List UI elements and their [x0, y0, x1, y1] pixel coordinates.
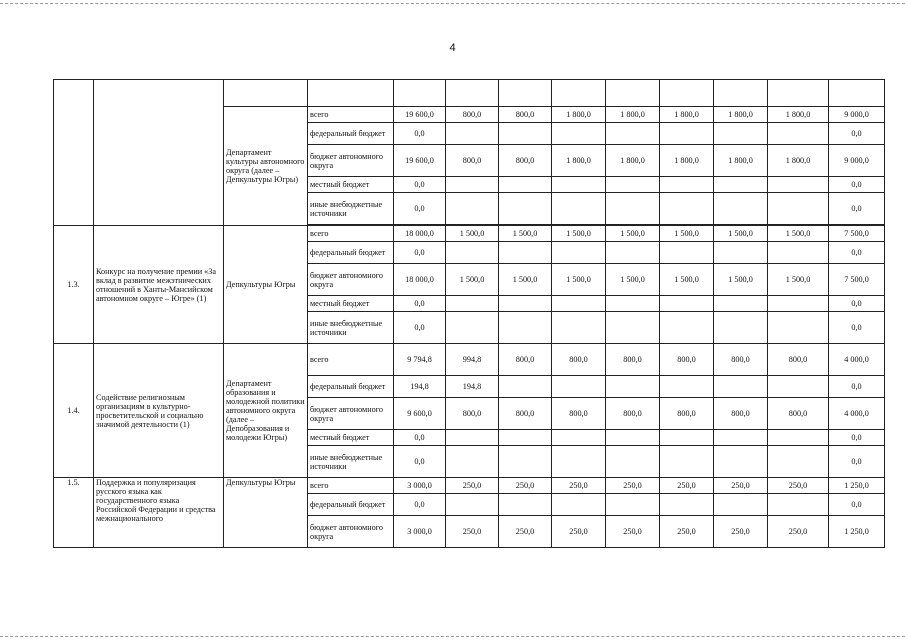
row-number: 1.3. [54, 226, 94, 344]
table-row: 1.3. Конкурс на получение премии «За вклад в развитие межэтнических отношений в Ханты-Мансийском автономном округе – Югре» (1) Депкультуры Югры всего 18 000,0 1 500,0 1 500,0 1 500,0 1 500,0 1 500,0 1 500,0 1 500,0 7 500,0 [54, 226, 885, 242]
table-row: местный бюджет 0,0 0,0 [54, 430, 885, 446]
table-row: иные внебюджетные источники 0,0 0,0 [54, 193, 885, 225]
table-row: 1.5. Поддержка и популяризация русского языка как государственного языка Российской Федерации и средства межнационального Депкультуры Югры всего 3 000,0 250,0 250,0 250,0 250,0 250,0 250,0 250,0 1 250,0 [54, 478, 885, 494]
row-number: 1.5. [54, 478, 94, 548]
event-name: Конкурс на получение премии «За вклад в развитие межэтнических отношений в Ханты-Мансийском автономном округе – Югре» (1) [94, 226, 224, 344]
table-row: бюджет автономного округа 3 000,0 250,0 250,0 250,0 250,0 250,0 250,0 250,0 1 250,0 [54, 516, 885, 548]
event-name: Поддержка и популяризация русского языка как государственного языка Российской Федерации и средства межнационального [94, 478, 224, 548]
responsible-cell: Департамент образования и молодежной политики автономного округа (далее – Депобразования и молодежи Югры) [224, 344, 308, 478]
source-district: бюджет автономного округа [308, 145, 394, 177]
budget-table [53, 79, 885, 548]
source-federal: федеральный бюджет [308, 123, 394, 145]
table-row: бюджет автономного округа 9 600,0 800,0 800,0 800,0 800,0 800,0 800,0 800,0 4 000,0 [54, 398, 885, 430]
scan-edge-top [0, 3, 905, 4]
source-other: иные внебюджетные источники [308, 193, 394, 225]
table-row: федеральный бюджет 194,8 194,8 0,0 [54, 376, 885, 398]
table-row: федеральный бюджет 0,0 0,0 [54, 123, 885, 145]
row-number: 1.4. [54, 344, 94, 478]
table-row: бюджет автономного округа 18 000,0 1 500,0 1 500,0 1 500,0 1 500,0 1 500,0 1 500,0 1 500,0 7 500,0 [54, 264, 885, 296]
table-row: федеральный бюджет 0,0 0,0 [54, 494, 885, 516]
no-cell [54, 80, 94, 226]
source-local: местный бюджет [308, 177, 394, 193]
responsible-cell: Депкультуры Югры [224, 478, 308, 548]
event-name: Содействие религиозным организациям в культурно-просветительской и социально значимой деятельности (1) [94, 344, 224, 478]
scan-edge-bottom [0, 636, 905, 637]
table-row: федеральный бюджет 0,0 0,0 [54, 242, 885, 264]
table-row: Департамент культуры автономного округа (далее – Депкультуры Югры) всего 19 600,0 800,0 800,0 1 800,0 1 800,0 1 800,0 1 800,0 1 800,0 9 000,0 [54, 107, 885, 123]
table-row: иные внебюджетные источники 0,0 0,0 [54, 312, 885, 344]
table-row: 1.4. Содействие религиозным организациям в культурно-просветительской и социально значимой деятельности (1) Департамент образования и молодежной политики автономного округа (далее – Депобразования и молодежи Югры) всего 9 794,8 994,8 800,0 800,0 800,0 800,0 800,0 800,0 4 000,0 [54, 344, 885, 376]
table-row: местный бюджет 0,0 0,0 [54, 177, 885, 193]
page-number: 4 [449, 42, 456, 54]
table-row: бюджет автономного округа 19 600,0 800,0 800,0 1 800,0 1 800,0 1 800,0 1 800,0 1 800,0 9 000,0 [54, 145, 885, 177]
responsible-cell: Департамент культуры автономного округа (далее – Депкультуры Югры) [224, 107, 308, 226]
responsible-cell: Депкультуры Югры [224, 226, 308, 344]
table-row: иные внебюджетные источники 0,0 0,0 [54, 446, 885, 478]
table-row [54, 80, 885, 107]
name-cell [94, 80, 224, 226]
table-row: местный бюджет 0,0 0,0 [54, 296, 885, 312]
source-total: всего [308, 107, 394, 123]
